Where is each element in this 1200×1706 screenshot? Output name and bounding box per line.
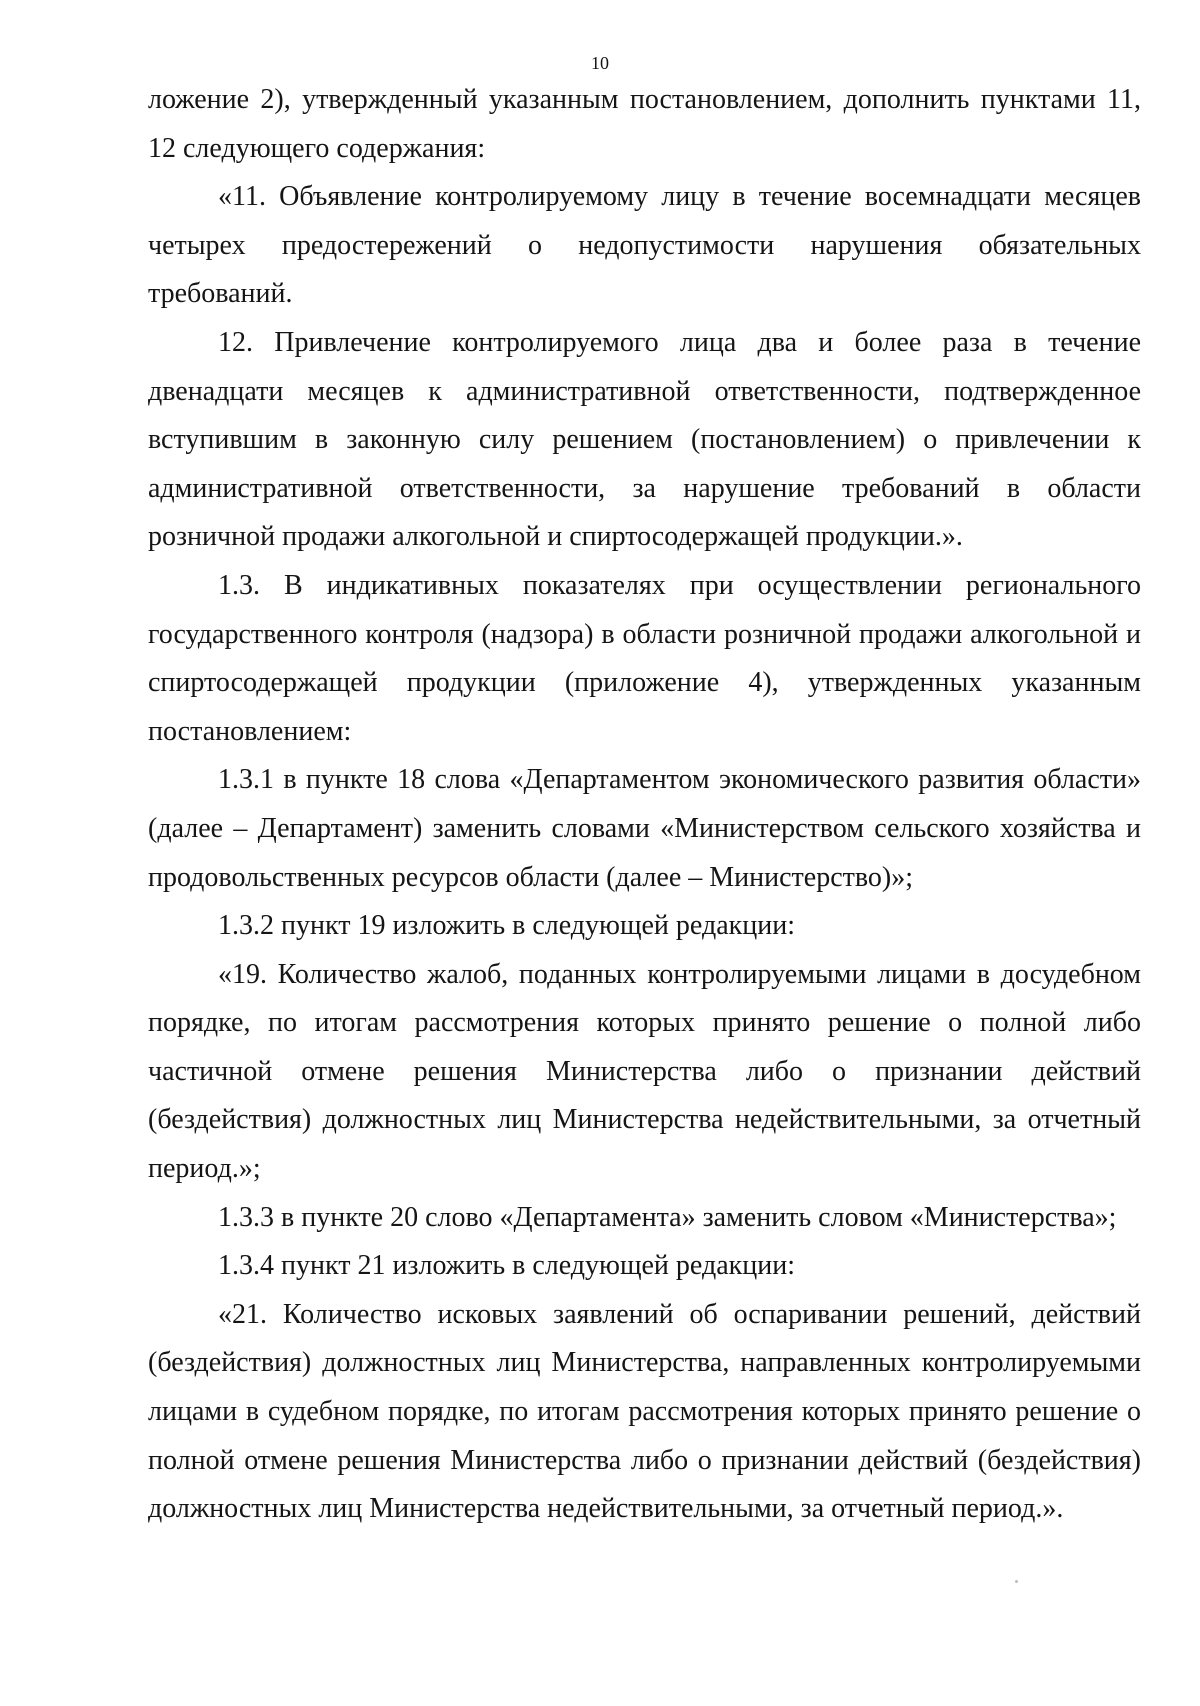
paragraph-1-3-1: 1.3.1 в пункте 18 слова «Департаментом экономического развития области» (далее – Департамент) заменить словами «Министерством сельского хозяйства и продовольственных ресурсов области (далее – Министерство)»; bbox=[148, 764, 1141, 893]
paragraph-item-11: «11. Объявление контролируемому лицу в течение восемнадцати месяцев четырех предостережений о недопустимости нарушения обязательных требований. bbox=[148, 181, 1141, 310]
scan-artifact bbox=[1015, 1580, 1018, 1583]
paragraph-continuation: ложение 2), утвержденный указанным постановлением, дополнить пунктами 11, 12 следующего содержания: bbox=[148, 84, 1141, 164]
paragraph-1-3: 1.3. В индикативных показателях при осуществлении регионального государственного контроля (надзора) в области розничной продажи алкогольной и спиртосодержащей продукции (приложение 4), утвержденных указанным постановлением: bbox=[148, 569, 1141, 747]
paragraph-1-3-4: 1.3.4 пункт 21 изложить в следующей редакции: bbox=[218, 1250, 795, 1282]
document-body bbox=[148, 76, 1141, 1534]
paragraph-item-12: 12. Привлечение контролируемого лица два и более раза в течение двенадцати месяцев к административной ответственности, подтвержденное вступившим в законную силу решением (постановлением) о привлечении к административной ответственности, за нарушение требований в области розничной продажи алкогольной и спиртосодержащей продукции.». bbox=[148, 326, 1141, 553]
page-number: 10 bbox=[591, 53, 609, 73]
paragraph-1-3-3: 1.3.3 в пункте 20 слово «Департамента» заменить словом «Министерства»; bbox=[218, 1201, 1117, 1233]
paragraph-1-3-2: 1.3.2 пункт 19 изложить в следующей редакции: bbox=[218, 910, 795, 942]
paragraph-item-21: «21. Количество исковых заявлений об оспаривании решений, действий (бездействия) должностных лиц Министерства, направленных контролируемыми лицами в судебном порядке, по итогам рассмотрения которых принято решение о полной отмене решения Министерства либо о признании действий (бездействия) должностных лиц Министерства недействительными, за отчетный период.». bbox=[148, 1298, 1141, 1525]
paragraph-item-19: «19. Количество жалоб, поданных контролируемыми лицами в досудебном порядке, по итогам рассмотрения которых принято решение о полной либо частичной отмене решения Министерства либо о признании действий (бездействия) должностных лиц Министерства недействительными, за отчетный период.»; bbox=[148, 958, 1141, 1185]
